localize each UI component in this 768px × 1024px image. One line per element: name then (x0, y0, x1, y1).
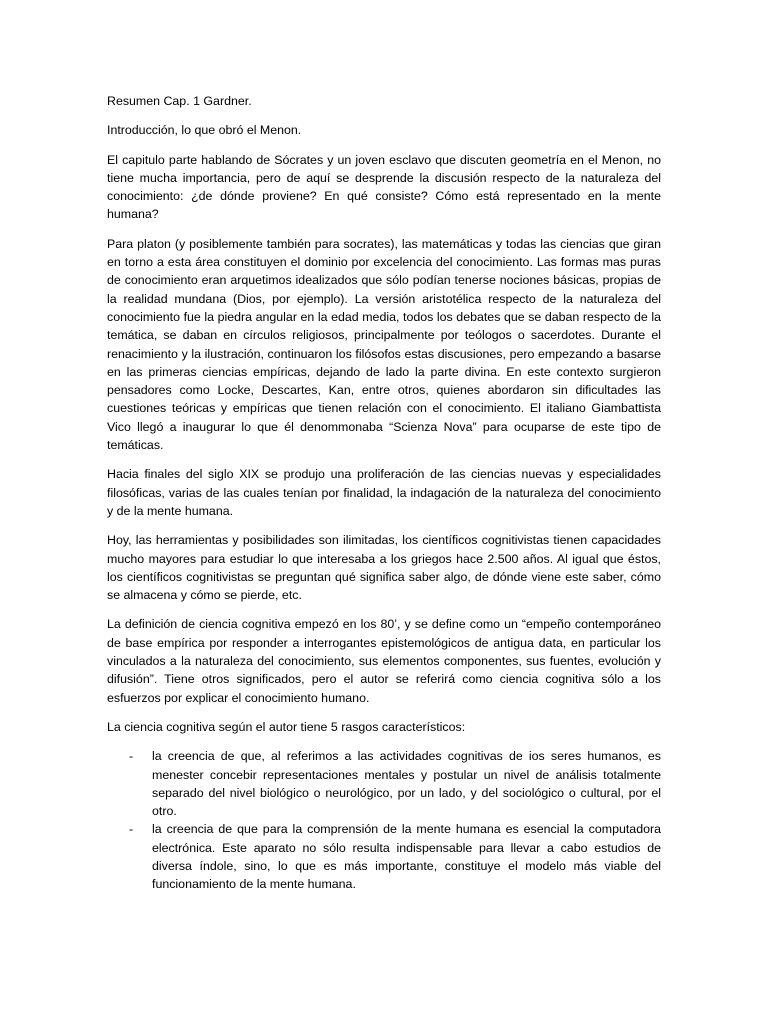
list-item (107, 820, 661, 893)
list-item (107, 747, 661, 820)
paragraph-menon: El capitulo parte hablando de Sócrates y un joven esclavo que discuten geometría en el Menon, no tiene mucha importancia, pero de aquí se desprende la discusión respecto de la naturaleza del conocimiento: ¿de dónde proviene? En qué consiste? Cómo está representado en la mente humana? (107, 152, 661, 222)
list-bullet: - (129, 749, 134, 764)
list-item-text: la creencia de que, al referimos a las actividades cognitivas de ios seres humanos, es menester concebir representaciones mentales y postular un nivel de análisis totalmente separado del nivel biológico o neurológico, por un lado, y del sociológico o cultural, por el otro. (152, 749, 661, 819)
document-body (107, 92, 661, 894)
paragraph-siglo-xix: Hacia finales del siglo XIX se produjo una proliferación de las ciencias nuevas y especialidades filosóficas, varias de las cuales tenían por finalidad, la indagación de la naturaleza del conocimiento y de la mente humana. (107, 467, 661, 518)
section-heading: Introducción, lo que obró el Menon. (107, 123, 302, 138)
paragraph-definicion: La definición de ciencia cognitiva empezó en los 80’, y se define como un “empeño contemporáneo de base empírica por responder a interrogantes epistemológicos de antigua data, en particular los vinculados a la naturaleza del conocimiento, sus elementos componentes, sus fuentes, evolución y difusión”. Tiene otros significados, pero el autor se referirá como ciencia cognitiva sólo a los esfuerzos por explicar el conocimiento humano. (107, 617, 661, 705)
list-item-text: la creencia de que para la comprensión de la mente humana es esencial la computadora electrónica. Este aparato no sólo resulta indispensable para llevar a cabo estudios de diversa índole, sino, lo que es más importante, constituye el modelo más viable del funcionamiento de la mente humana. (152, 822, 661, 892)
document-title: Resumen Cap. 1 Gardner. (107, 94, 252, 108)
paragraph-rasgos-intro: La ciencia cognitiva según el autor tiene 5 rasgos característicos: (107, 719, 466, 734)
rasgos-list (107, 747, 661, 893)
paragraph-platon: Para platon (y posiblemente también para socrates), las matemáticas y todas las ciencias que giran en torno a esta área constituyen el dominio por excelencia del conocimiento. Las formas mas puras de conocimiento eran arquetimos idealizados que sólo podían tenerse nociones básicas, propias de la realidad mundana (Dios, por ejemplo). La versión aristotélica respecto de la naturaleza del conocimiento fue la piedra angular en la edad media, todos los debates que se daban respecto de la temática, se daban en círculos religiosos, principalmente por teólogos o sacerdotes. Durante el renacimiento y la ilustración, continuaron los filósofos estas discusiones, pero empezando a basarse en las primeras ciencias empíricas, dejando de lado la parte divina. En este contexto surgieron pensadores como Locke, Descartes, Kan, entre otros, quienes abordaron sin dificultades las cuestiones teóricas y empíricas que tienen relación con el conocimiento. El italiano Giambattista Vico llegó a inaugurar lo que él denommonaba “Scienza Nova” para ocuparse de este tipo de temáticas. (107, 236, 661, 453)
list-bullet: - (129, 822, 134, 837)
paragraph-hoy: Hoy, las herramientas y posibilidades son ilimitadas, los científicos cognitivistas tienen capacidades mucho mayores para estudiar lo que interesaba a los griegos hace 2.500 años. Al igual que éstos, los científicos cognitivistas se preguntan qué significa saber algo, de dónde viene este saber, cómo se almacena y cómo se pierde, etc. (107, 533, 661, 603)
